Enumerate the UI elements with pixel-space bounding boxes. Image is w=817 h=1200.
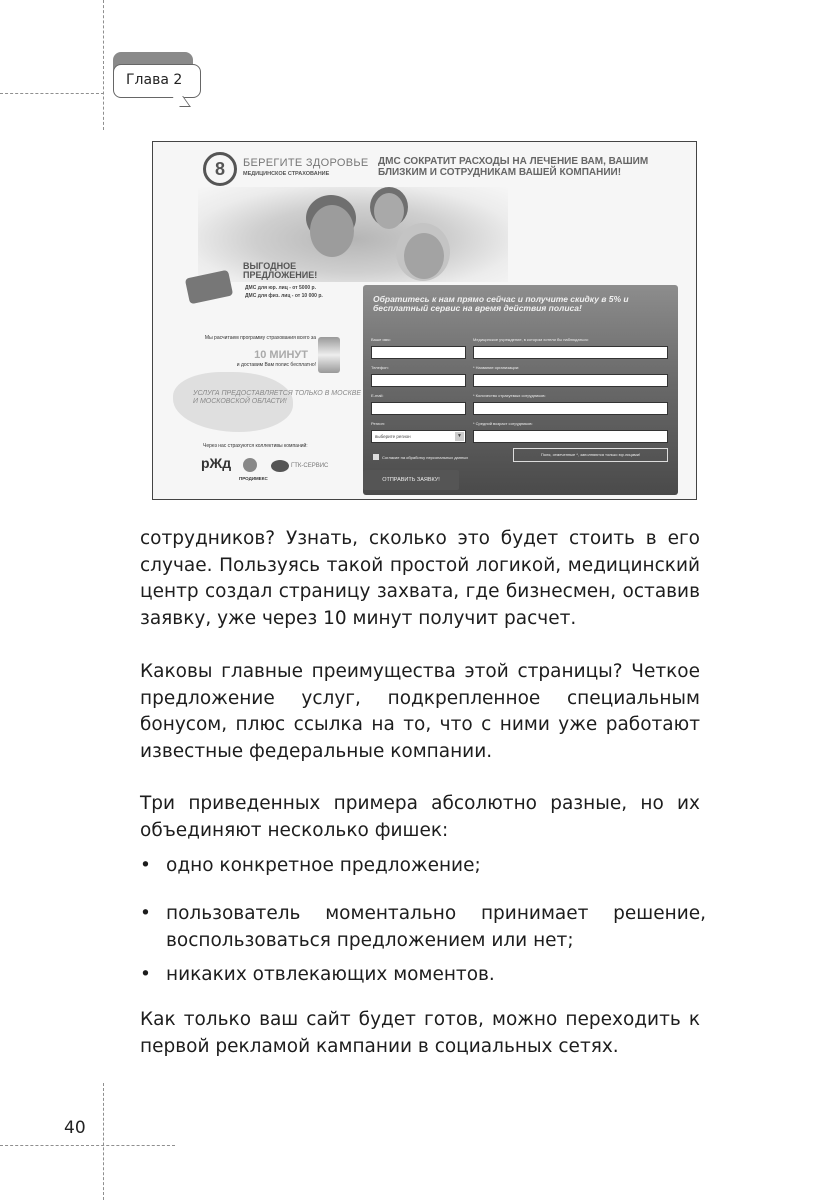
brand-logo-icon: 8	[203, 152, 237, 186]
crop-mark-top	[103, 0, 104, 130]
label-region: Регион:	[371, 421, 385, 426]
bullet-dot-2: •	[140, 903, 151, 924]
chapter-tab	[113, 64, 201, 98]
consent-label: Согласие на обработку персональных данных	[382, 455, 469, 460]
label-org: * Название организации:	[473, 365, 520, 370]
clinic-input[interactable]	[473, 346, 668, 359]
money-icon	[185, 270, 233, 305]
consent-checkbox[interactable]	[373, 454, 379, 460]
chevron-down-icon: ▼	[455, 432, 464, 441]
calc-text: Мы расчитаем программу страхования всего за	[204, 335, 316, 341]
partner-rzd-logo: рЖд	[201, 455, 232, 471]
paragraph-3	[140, 791, 700, 844]
girl-face	[374, 193, 404, 229]
prodimex-icon	[243, 458, 257, 472]
landing-page-figure	[152, 141, 697, 500]
bullet-dot-3: •	[140, 964, 151, 985]
offer-title: ВЫГОДНОЕ ПРЕДЛОЖЕНИЕ!	[243, 261, 318, 280]
form-heading: Обратитесь к нам прямо сейчас и получите скидку в 5% и бесплатный сервис на время действия полиса!	[373, 294, 629, 313]
crop-mark-bottom	[103, 1083, 104, 1200]
crop-mark-bottom-horizontal	[0, 1145, 175, 1146]
lead-form	[363, 285, 678, 495]
man-face	[310, 205, 354, 257]
woman-face	[404, 233, 444, 279]
paragraph-1-text: сотрудников? Узнать, сколько это будет стоить в его случае. Пользуясь такой простой логикой, медицинский центр создал страницу захвата, где бизнесмен, оставив заявку, уже через 10 минут получит расчет.	[140, 528, 700, 629]
region-select[interactable]	[371, 430, 466, 443]
gtk-icon	[271, 460, 289, 472]
required-fields-note: Поля, отмеченные *, заполняются только юр.лицами!	[513, 448, 668, 462]
paragraph-2	[140, 659, 700, 765]
phone-input[interactable]	[371, 374, 466, 387]
offer-line-2: ДМС для физ. лиц - от 10 000 р.	[245, 293, 323, 299]
paragraph-2-text: Каковы главные преимущества этой страницы? Четкое предложение услуг, подкрепленное специальным бонусом, плюс ссылка на то, что с ними уже работают известные федеральные компании.	[140, 661, 700, 762]
paragraph-3-text: Три приведенных примера абсолютно разные, но их объединяют несколько фишек:	[140, 793, 700, 841]
label-staff: * Количество страхуемых сотрудников:	[473, 393, 546, 398]
bullet-item-3: никаких отвлекающих моментов.	[166, 964, 495, 985]
bullet-item-2: пользователь моментально принимает решение, воспользоваться предложением или нет;	[166, 903, 706, 951]
paragraph-1	[140, 526, 700, 632]
partner-prodimex-logo: ПРОДИМЕКС	[239, 476, 268, 481]
label-email: E-mail:	[371, 393, 384, 398]
label-name: Ваше имя:	[371, 337, 391, 342]
closing-paragraph-text: Как только ваш сайт будет готов, можно переходить к первой рекламой кампании в социальных сетях.	[140, 1009, 700, 1057]
chapter-tab-label: Глава 2	[126, 72, 183, 88]
page-number: 40	[64, 1118, 86, 1138]
email-input[interactable]	[371, 402, 466, 415]
name-input[interactable]	[371, 346, 466, 359]
bullet-item-1: одно конкретное предложение;	[166, 855, 481, 876]
offer-line-1: ДМС для юр. лиц - от 5000 р.	[245, 285, 316, 291]
label-clinic: Медицинское учреждение, в котором хотели бы наблюдаться:	[473, 337, 589, 342]
calc-tail: и доставим Вам полис бесплатно!	[236, 362, 316, 368]
label-age: * Средний возраст сотрудников:	[473, 421, 533, 426]
closing-paragraph	[140, 1007, 700, 1060]
hourglass-icon	[318, 337, 340, 373]
service-area-note: УСЛУГА ПРЕДОСТАВЛЯЕТСЯ ТОЛЬКО В МОСКВЕ И МОСКОВСКОЙ ОБЛАСТИ!	[193, 390, 362, 405]
age-input[interactable]	[473, 430, 668, 443]
brand-name: БЕРЕГИТЕ ЗДОРОВЬЕ	[243, 157, 369, 169]
bullet-dot-1: •	[140, 855, 151, 876]
calc-ten-minutes: 10 МИНУТ	[254, 349, 308, 361]
landing-headline: ДМС СОКРАТИТ РАСХОДЫ НА ЛЕЧЕНИЕ ВАМ, ВАШИМ БЛИЗКИМ И СОТРУДНИКАМ ВАШЕЙ КОМПАНИИ!	[378, 156, 649, 178]
region-select-value: выберите регион	[375, 434, 411, 439]
partner-gtk-logo: ГТК-СЕРВИС	[291, 463, 329, 469]
crop-mark-top-horizontal	[0, 93, 104, 94]
label-phone: Телефон:	[371, 365, 389, 370]
org-input[interactable]	[473, 374, 668, 387]
staff-input[interactable]	[473, 402, 668, 415]
brand-subtitle: МЕДИЦИНСКОЕ СТРАХОВАНИЕ	[243, 171, 330, 177]
partners-label: Через нас страхуются коллективы компаний:	[203, 443, 308, 449]
submit-button[interactable]: ОТПРАВИТЬ ЗАЯВКУ!	[363, 470, 459, 490]
